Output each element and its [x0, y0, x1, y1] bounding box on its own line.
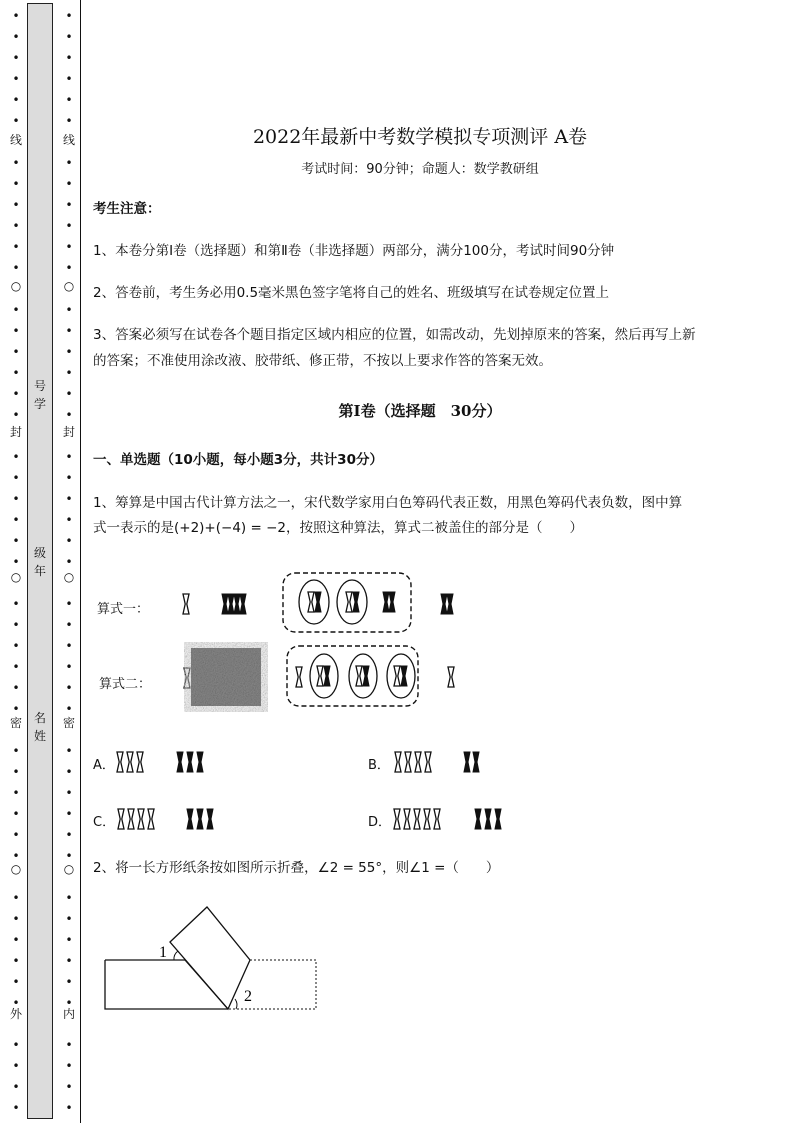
q2-text: 2、将一长方形纸条按如图所示折叠，∠2 = 55°，则∠1 =（ ） [93, 860, 500, 876]
cut-line-dot: • [12, 891, 20, 905]
mark-xian-right: 线 [62, 133, 75, 147]
cut-line-dot: • [65, 996, 73, 1010]
cut-line-dot: • [65, 1038, 73, 1052]
cut-line-dot: • [12, 51, 20, 65]
cut-line-dot: • [12, 471, 20, 485]
cut-line-dot: • [12, 765, 20, 779]
cut-line-dot: • [12, 954, 20, 968]
cut-line-dot: • [65, 975, 73, 989]
cut-line-dot: • [65, 387, 73, 401]
cut-line-dot: • [12, 618, 20, 632]
cut-line-dot: • [12, 975, 20, 989]
cut-line-dot: • [65, 408, 73, 422]
cut-line-dot: • [12, 450, 20, 464]
cut-line-dot: • [65, 954, 73, 968]
cut-line-dot: • [12, 681, 20, 695]
mark-circle-right: ○ [63, 862, 75, 876]
label-ming: 名 [33, 711, 46, 725]
cut-line-dot: • [12, 303, 20, 317]
cut-line-dot: • [65, 744, 73, 758]
cut-line-dot: • [65, 345, 73, 359]
label-nian: 年 [33, 564, 46, 578]
cut-line-dot: • [65, 555, 73, 569]
notice-item-2: 2、答卷前，考生务必用0.5毫米黑色签字笔将自己的姓名、班级填写在试卷规定位置上 [93, 285, 610, 301]
section-title: 第I卷（选择题 30分） [338, 402, 502, 420]
option-b[interactable]: B． [368, 758, 390, 773]
cut-line-dot: • [12, 177, 20, 191]
mark-circle-right: ○ [63, 279, 75, 293]
cut-line-dot: • [65, 492, 73, 506]
cut-line-dot: • [12, 387, 20, 401]
cut-line-dot: • [65, 240, 73, 254]
cut-line-dot: • [65, 849, 73, 863]
cut-line-dot: • [12, 933, 20, 947]
cut-line-dot: • [65, 681, 73, 695]
cut-line-dot: • [12, 219, 20, 233]
option-d[interactable]: D． [368, 815, 392, 830]
option-a[interactable]: A． [93, 758, 115, 773]
mark-wai-left: 外 [9, 1007, 22, 1021]
cut-line-dot: • [12, 996, 20, 1010]
cut-line-dot: • [12, 114, 20, 128]
cut-line-dot: • [65, 30, 73, 44]
cut-line-dot: • [12, 513, 20, 527]
cut-line-dot: • [12, 9, 20, 23]
mark-circle-left: ○ [10, 862, 22, 876]
fig-label-2: 算式二： [99, 677, 152, 692]
cut-line-dot: • [12, 639, 20, 653]
cut-line-dot: • [12, 555, 20, 569]
cut-line-dot: • [65, 597, 73, 611]
label-xue: 学 [33, 397, 46, 411]
cut-line-dot: • [12, 492, 20, 506]
cut-line-dot: • [65, 198, 73, 212]
cut-line-dot: • [65, 891, 73, 905]
cut-line-dot: • [65, 51, 73, 65]
cut-line-dot: • [65, 912, 73, 926]
mark-mi-left: 密 [9, 716, 22, 730]
cut-line-dot: • [65, 93, 73, 107]
cut-line-dot: • [65, 639, 73, 653]
cut-line-dot: • [12, 345, 20, 359]
mark-circle-left: ○ [10, 570, 22, 584]
cut-line-dot: • [12, 912, 20, 926]
cut-line-dot: • [65, 513, 73, 527]
cut-line-dot: • [12, 240, 20, 254]
cut-line-dot: • [65, 450, 73, 464]
label-hao: 号 [33, 379, 46, 393]
cut-line-dot: • [65, 1101, 73, 1115]
cut-line-dot: • [12, 261, 20, 275]
cut-line-dot: • [12, 1101, 20, 1115]
notice-item-3-line-2: 的答案；不准使用涂改液、胶带纸、修正带，不按以上要求作答的答案无效。 [93, 353, 552, 369]
cut-line-dot: • [65, 702, 73, 716]
cut-line-dot: • [12, 156, 20, 170]
cut-line-dot: • [65, 1080, 73, 1094]
notice-item-1: 1、本卷分第I卷（选择题）和第Ⅱ卷（非选择题）两部分，满分100分，考试时间90分钟 [93, 243, 615, 259]
cut-line-dot: • [65, 828, 73, 842]
page-title: 2022年最新中考数学模拟专项测评 A卷 [252, 126, 588, 148]
mark-feng-left: 封 [9, 425, 22, 439]
mark-circle-left: ○ [10, 279, 22, 293]
cut-line-dot: • [12, 828, 20, 842]
cut-line-dot: • [65, 765, 73, 779]
cut-line-dot: • [65, 156, 73, 170]
cut-line-dot: • [65, 177, 73, 191]
mark-circle-right: ○ [63, 570, 75, 584]
angle-2-label: 2 [244, 988, 252, 1005]
cut-line-dot: • [12, 849, 20, 863]
option-c[interactable]: C． [93, 815, 116, 830]
cut-line-dot: • [65, 786, 73, 800]
cut-line-dot: • [12, 93, 20, 107]
cut-line-dot: • [65, 471, 73, 485]
cut-line-dot: • [65, 534, 73, 548]
notice-item-3-line-1: 3、答案必须写在试卷各个题目指定区域内相应的位置，如需改动，先划掉原来的答案，然后再写上新 [93, 327, 696, 343]
mark-feng-right: 封 [62, 425, 75, 439]
cut-line-dot: • [12, 597, 20, 611]
q1-text-line-1: 1、筹算是中国古代计算方法之一，宋代数学家用白色筹码代表正数，用黑色筹码代表负数，图中算 [93, 495, 683, 511]
exam-subtitle: 考试时间：90分钟；命题人：数学教研组 [301, 162, 539, 177]
cut-line-dot: • [12, 72, 20, 86]
cut-line-dot: • [12, 786, 20, 800]
cut-line-dot: • [12, 366, 20, 380]
mark-mi-right: 密 [62, 716, 75, 730]
cut-line-dot: • [65, 660, 73, 674]
fig-label-1: 算式一： [97, 602, 150, 617]
mark-xian-left: 线 [9, 133, 22, 147]
cut-line-dot: • [65, 324, 73, 338]
cut-line-dot: • [12, 702, 20, 716]
label-ji: 级 [33, 546, 46, 560]
cut-line-dot: • [12, 534, 20, 548]
cut-line-dot: • [12, 324, 20, 338]
cut-line-dot: • [65, 72, 73, 86]
cut-line-dot: • [12, 198, 20, 212]
cut-line-dot: • [65, 219, 73, 233]
cut-line-dot: • [12, 30, 20, 44]
notice-heading: 考生注意： [93, 201, 161, 217]
cut-line-dot: • [12, 1080, 20, 1094]
cut-line-dot: • [12, 1038, 20, 1052]
label-xing: 姓 [33, 729, 46, 743]
cut-line-dot: • [65, 618, 73, 632]
cut-line-dot: • [12, 744, 20, 758]
cut-line-dot: • [65, 9, 73, 23]
cut-line-dot: • [12, 660, 20, 674]
cut-line-dot: • [65, 114, 73, 128]
mark-nei-right: 内 [62, 1007, 75, 1021]
cut-line-dot: • [12, 1059, 20, 1073]
cut-line-dot: • [65, 933, 73, 947]
cut-line-dot: • [65, 807, 73, 821]
cut-line-dot: • [65, 366, 73, 380]
part-heading: 一、单选题（10小题，每小题3分，共计30分） [93, 452, 383, 468]
angle-1-label: 1 [159, 944, 167, 961]
cut-line-dot: • [65, 1059, 73, 1073]
cut-line-dot: • [65, 261, 73, 275]
q1-text-line-2: 式一表示的是(+2)+(−4) = −2，按照这种算法，算式二被盖住的部分是（ ） [93, 520, 583, 536]
cut-line-dot: • [12, 408, 20, 422]
cut-line-dot: • [65, 303, 73, 317]
cut-line-dot: • [12, 807, 20, 821]
